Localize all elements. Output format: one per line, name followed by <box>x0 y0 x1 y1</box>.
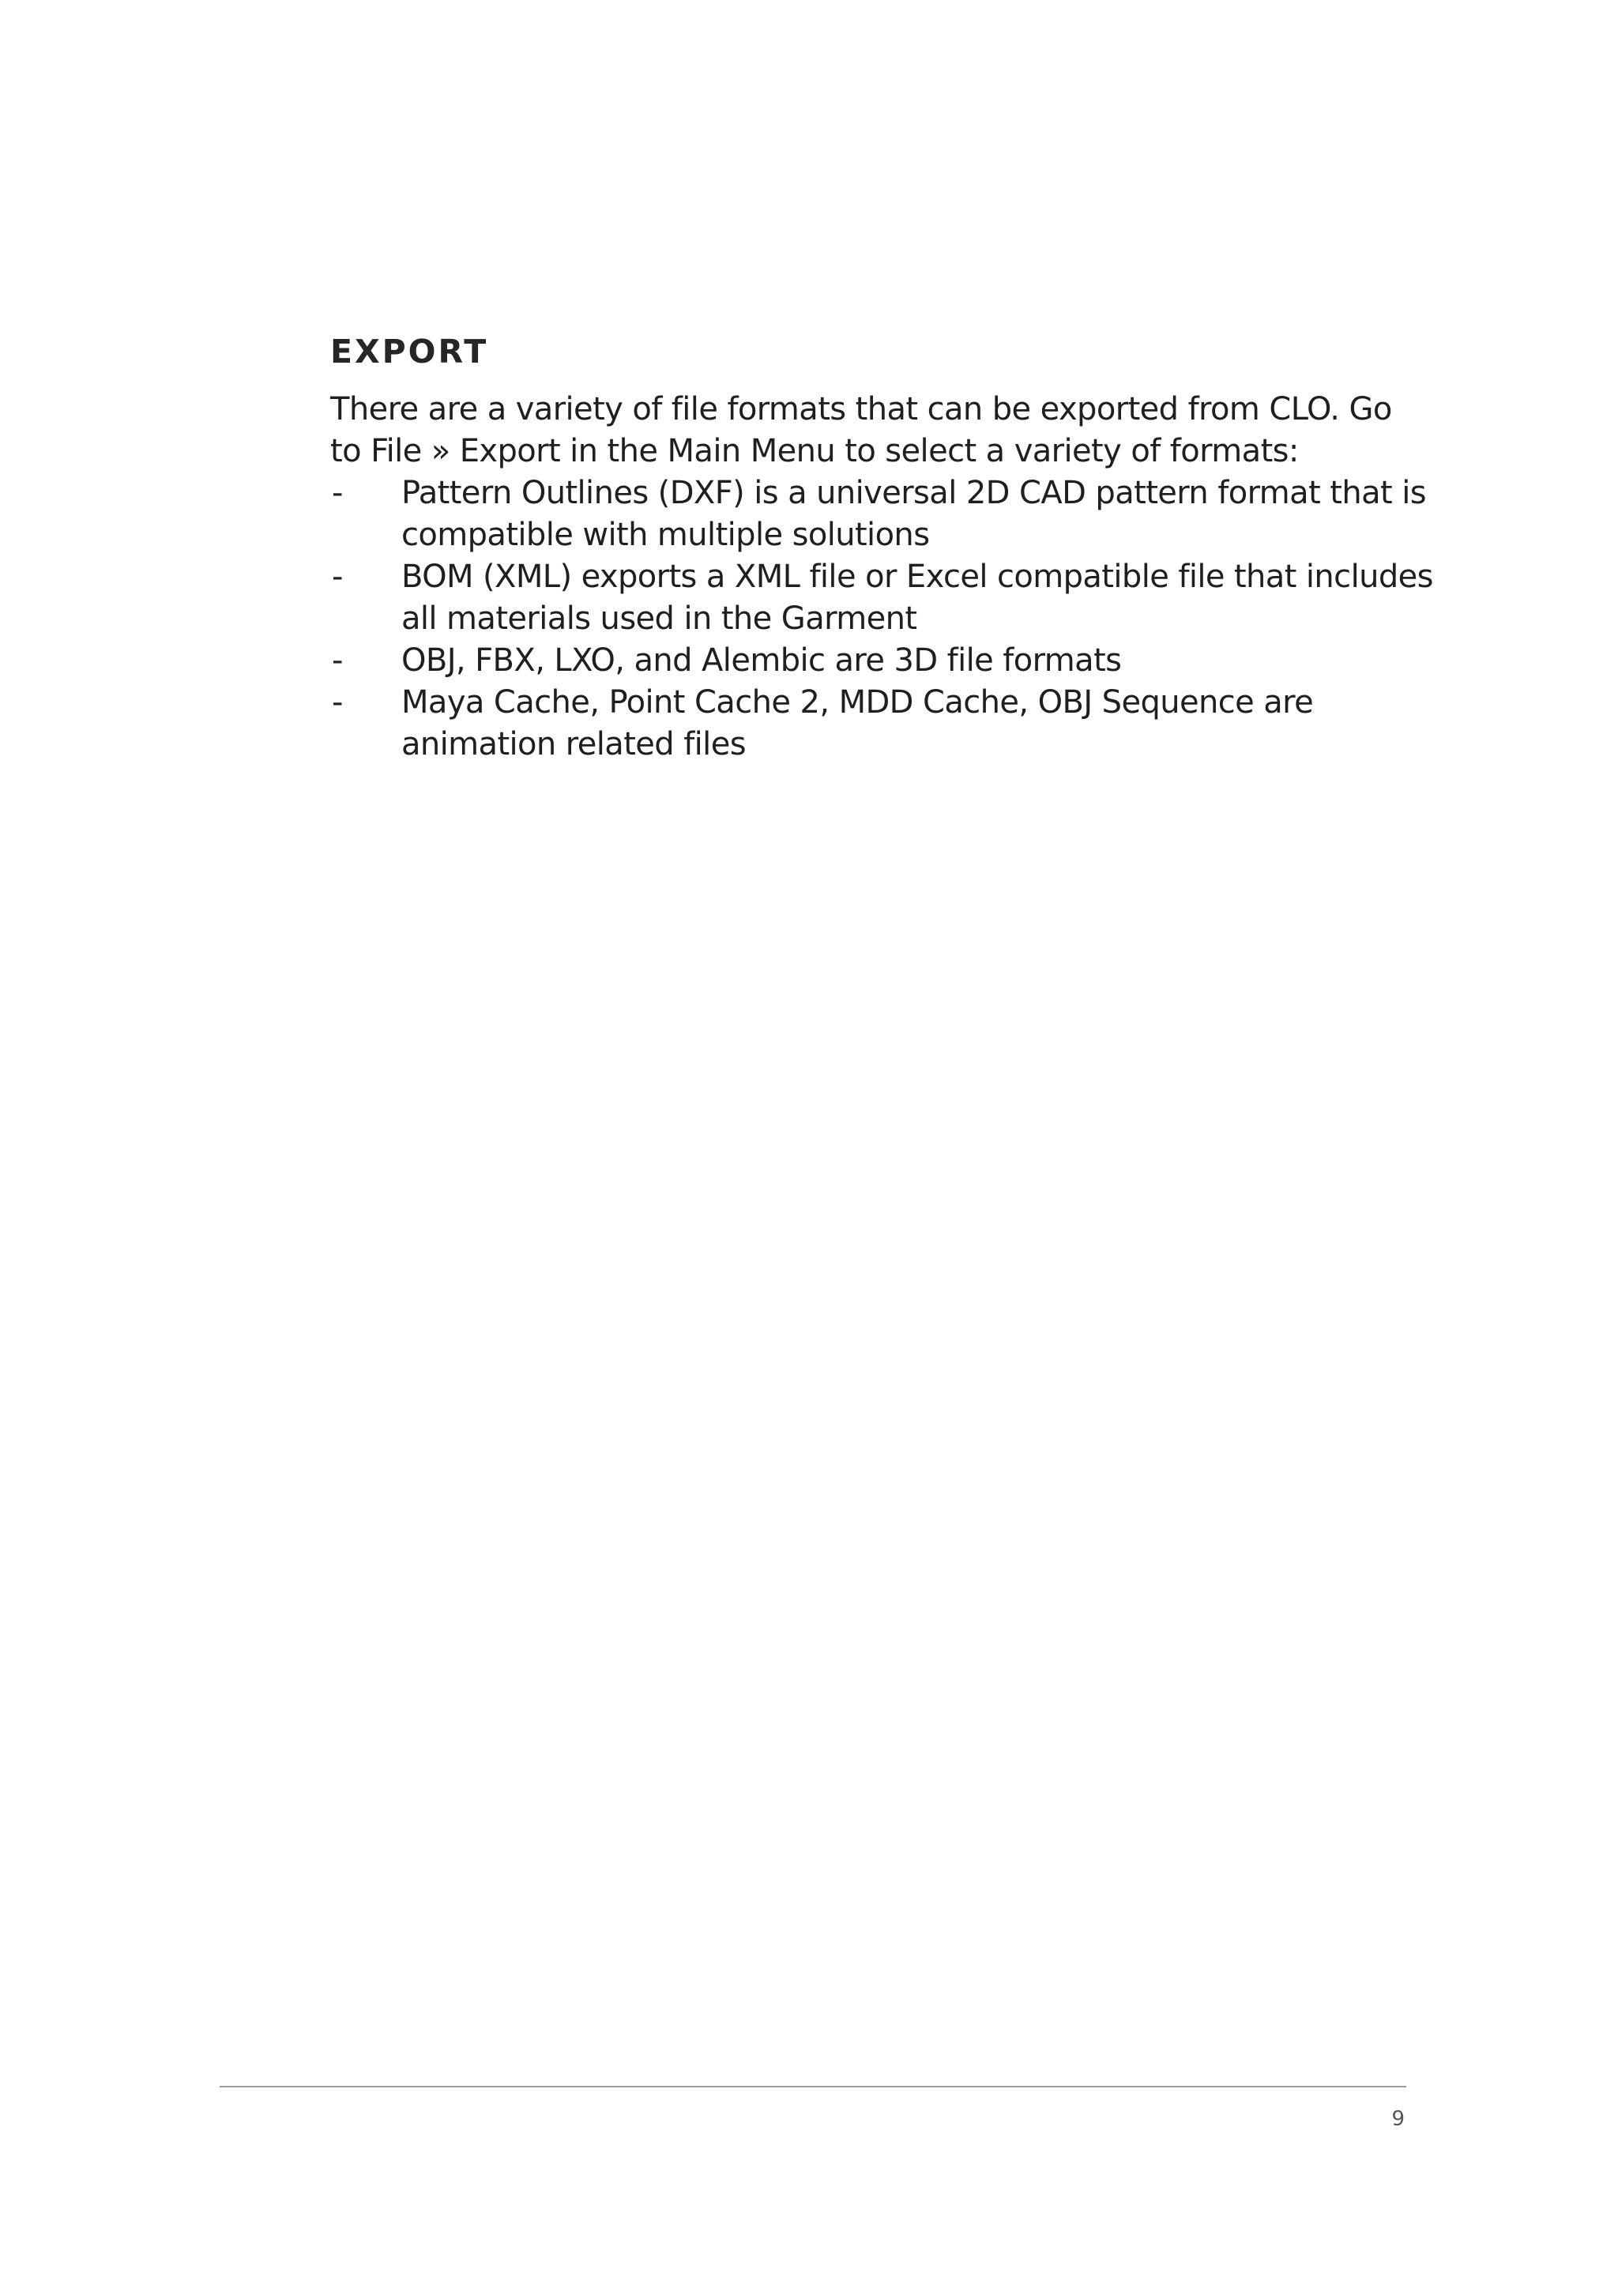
bullet-dash: - <box>332 559 343 595</box>
list-item <box>330 472 1452 556</box>
export-format-list <box>330 472 1452 766</box>
list-item <box>330 682 1452 766</box>
list-item-text: Maya Cache, Point Cache 2, MDD Cache, OBJ Sequence are animation related files <box>401 684 1314 762</box>
bullet-dash: - <box>332 684 343 721</box>
list-item-text: BOM (XML) exports a XML file or Excel compatible file that includes all materials used in the Garment <box>401 559 1433 637</box>
bullet-dash: - <box>332 642 343 679</box>
footer-divider <box>220 2086 1406 2087</box>
list-item-text: Pattern Outlines (DXF) is a universal 2D CAD pattern format that is compatible with multiple solutions <box>401 475 1426 553</box>
bullet-dash: - <box>332 475 343 511</box>
list-item <box>330 640 1452 682</box>
section-heading: EXPORT <box>330 333 489 371</box>
list-item-text: OBJ, FBX, LXO, and Alembic are 3D file formats <box>401 642 1122 679</box>
intro-paragraph: There are a variety of file formats that can be exported from CLO. Go to File » Export in the Main Menu to select a variety of formats: <box>330 391 1392 469</box>
list-item <box>330 556 1452 640</box>
page-number: 9 <box>1391 2107 1405 2131</box>
